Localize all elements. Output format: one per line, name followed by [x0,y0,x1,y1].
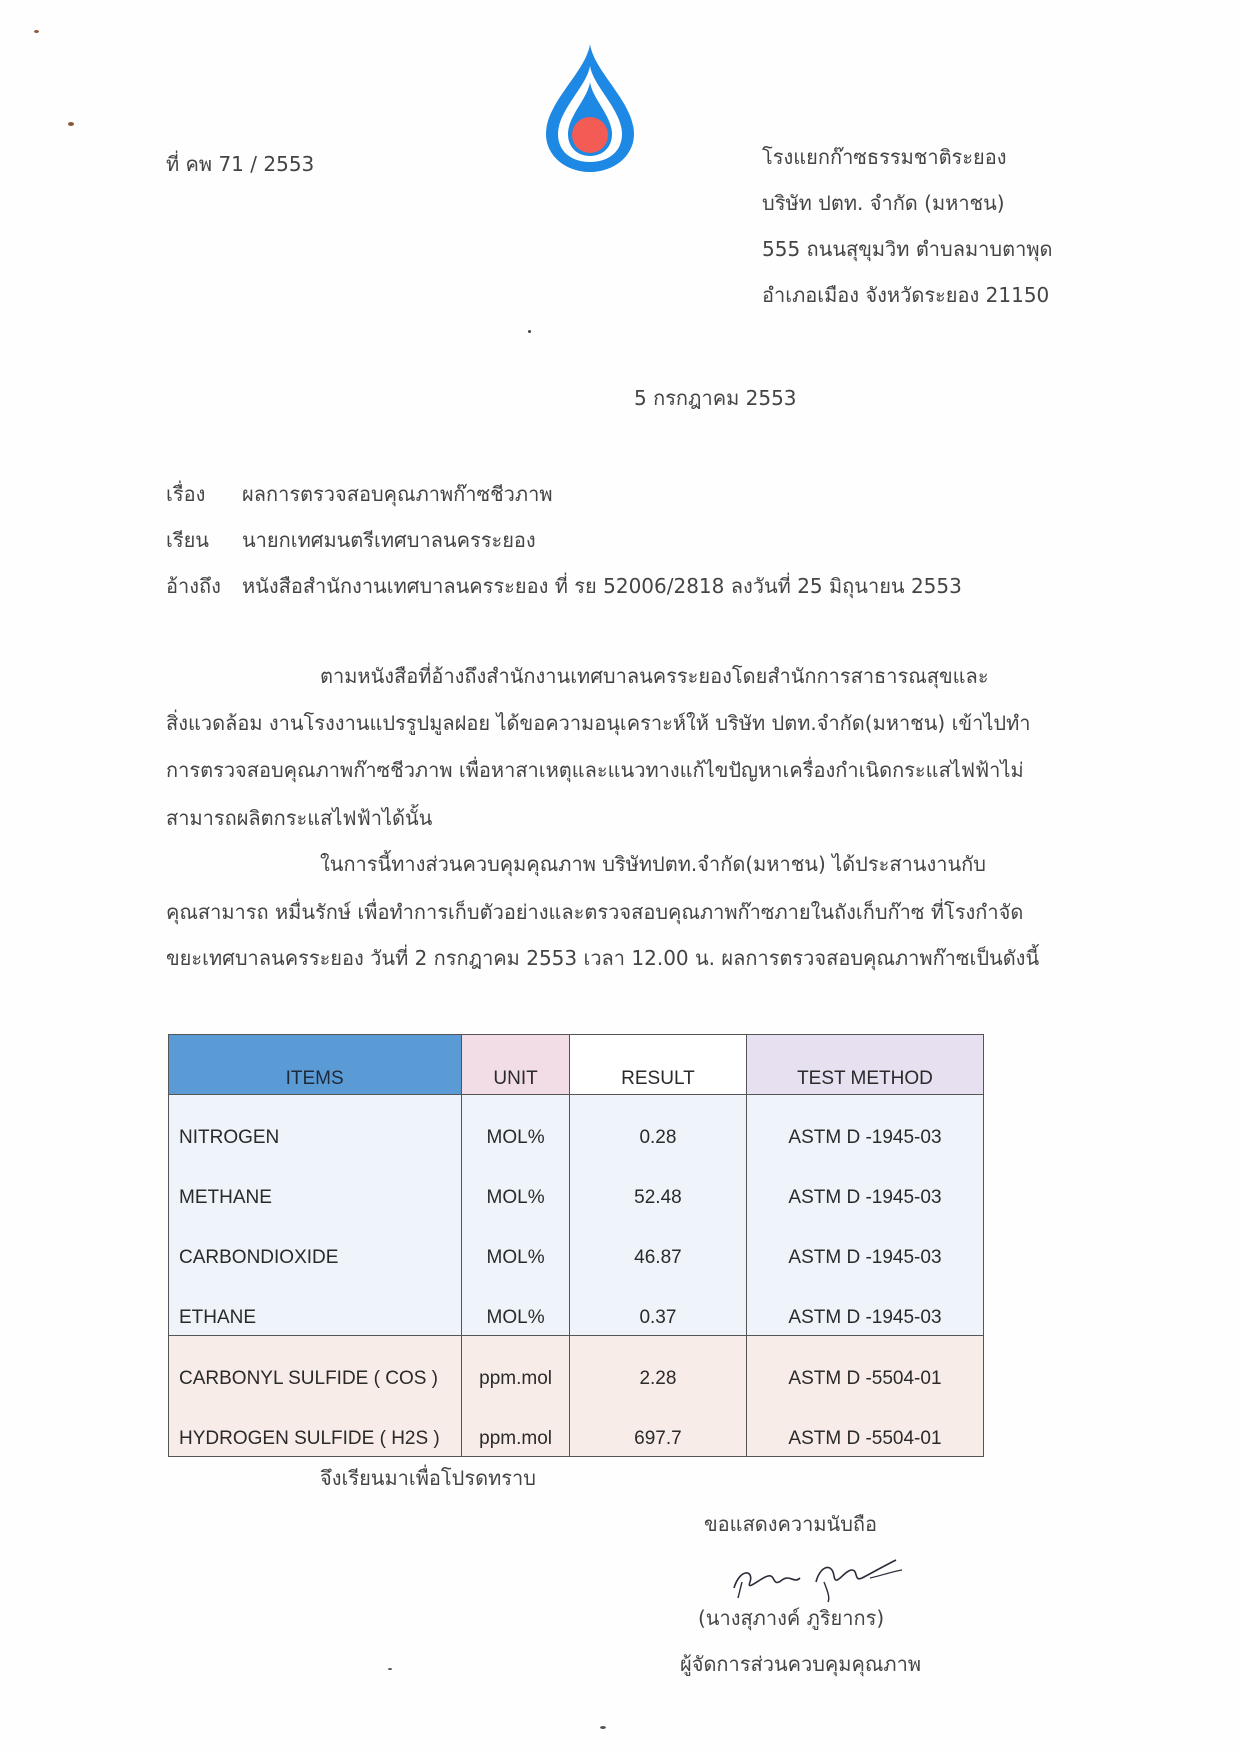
table-row [169,1336,984,1397]
cell-item: NITROGEN [169,1095,462,1156]
body-paragraph-1-line-1: ตามหนังสือที่อ้างถึงสำนักงานเทศบาลนครระยองโดยสำนักการสาธารณสุขและ [320,664,989,688]
cell-unit: MOL% [462,1275,570,1336]
recipient-value: นายกเทศมนตรีเทศบาลนครระยอง [242,528,536,552]
scan-speck [388,1668,392,1670]
handwritten-signature [720,1548,920,1604]
signer-title: ผู้จัดการส่วนควบคุมคุณภาพ [680,1652,922,1676]
body-paragraph-1-line-3: การตรวจสอบคุณภาพก๊าซชีวภาพ เพื่อหาสาเหตุและแนวทางแก้ไขปัญหาเครื่องกำเนิดกระแสไฟฟ้าไม่ [166,758,1024,782]
column-header-items: ITEMS [169,1035,462,1095]
cell-unit: MOL% [462,1215,570,1275]
signer-name: (นางสุภางค์ ภูริยากร) [698,1606,885,1630]
cell-item: CARBONYL SULFIDE ( COS ) [169,1336,462,1397]
sender-address [762,134,1053,318]
gas-quality-results-table [168,1034,984,1457]
cell-method: ASTM D -1945-03 [746,1215,983,1275]
subject-value: ผลการตรวจสอบคุณภาพก๊าซชีวภาพ [242,482,553,506]
table-row [169,1095,984,1156]
sender-org: โรงแยกก๊าซธรรมชาติระยอง [762,145,1007,169]
sender-company: บริษัท ปตท. จำกัด (มหาชน) [762,191,1005,215]
cell-item: CARBONDIOXIDE [169,1215,462,1275]
table-header-row [169,1035,984,1095]
table-row [169,1215,984,1275]
body-paragraph-2-line-2: คุณสามารถ หมื่นรักษ์ เพื่อทำการเก็บตัวอย่างและตรวจสอบคุณภาพก๊าซภายในถังเก็บก๊าซ ที่โรงกำจัด [166,900,1024,924]
cell-result: 0.37 [569,1275,746,1336]
sender-address-line-1: 555 ถนนสุขุมวิท ตำบลมาบตาพุด [762,237,1053,261]
cell-unit: ppm.mol [462,1396,570,1457]
cell-unit: MOL% [462,1155,570,1215]
cell-method: ASTM D -1945-03 [746,1275,983,1336]
column-header-test-method: TEST METHOD [746,1035,983,1095]
cell-result: 697.7 [569,1396,746,1457]
document-number: ที่ คพ 71 / 2553 [166,152,315,176]
reference-value: หนังสือสำนักงานเทศบาลนครระยอง ที่ รย 52006/2818 ลงวันที่ 25 มิถุนายน 2553 [242,574,962,598]
cell-result: 0.28 [569,1095,746,1156]
cell-result: 2.28 [569,1336,746,1397]
column-header-unit: UNIT [462,1035,570,1095]
cell-method: ASTM D -1945-03 [746,1155,983,1215]
regards-text: ขอแสดงความนับถือ [704,1512,878,1536]
scan-speck [68,122,74,126]
table-row [169,1396,984,1457]
body-paragraph-2-line-3: ขยะเทศบาลนครระยอง วันที่ 2 กรกฎาคม 2553 เวลา 12.00 น. ผลการตรวจสอบคุณภาพก๊าซเป็นดังนี้ [166,946,1040,970]
body-paragraph-1-line-2: สิ่งแวดล้อม งานโรงงานแปรรูปมูลฝอย ได้ขอความอนุเคราะห์ให้ บริษัท ปตท.จำกัด(มหาชน) เข้าไปทำ [166,711,1031,735]
body-paragraph-2-line-1: ในการนี้ทางส่วนควบคุมคุณภาพ บริษัทปตท.จำกัด(มหาชน) ได้ประสานงานกับ [320,852,986,876]
cell-unit: ppm.mol [462,1336,570,1397]
scan-speck [600,1726,606,1729]
sender-address-line-2: อำเภอเมือง จังหวัดระยอง 21150 [762,283,1050,307]
cell-item: METHANE [169,1155,462,1215]
body-paragraph-1-line-4: สามารถผลิตกระแสไฟฟ้าได้นั้น [166,806,433,830]
letter-date: 5 กรกฎาคม 2553 [634,386,797,410]
table-row [169,1275,984,1336]
reference-label: อ้างถึง [166,574,221,598]
table-row [169,1155,984,1215]
recipient-label: เรียน [166,528,209,552]
cell-item: HYDROGEN SULFIDE ( H2S ) [169,1396,462,1457]
cell-result: 46.87 [569,1215,746,1275]
subject-label: เรื่อง [166,482,206,506]
column-header-result: RESULT [569,1035,746,1095]
cell-method: ASTM D -5504-01 [746,1336,983,1397]
scan-speck [528,330,531,333]
cell-unit: MOL% [462,1095,570,1156]
cell-result: 52.48 [569,1155,746,1215]
cell-method: ASTM D -1945-03 [746,1095,983,1156]
company-logo-icon [540,42,640,174]
closing-line: จึงเรียนมาเพื่อโปรดทราบ [320,1466,536,1490]
scan-speck [34,30,39,33]
cell-item: ETHANE [169,1275,462,1336]
cell-method: ASTM D -5504-01 [746,1396,983,1457]
